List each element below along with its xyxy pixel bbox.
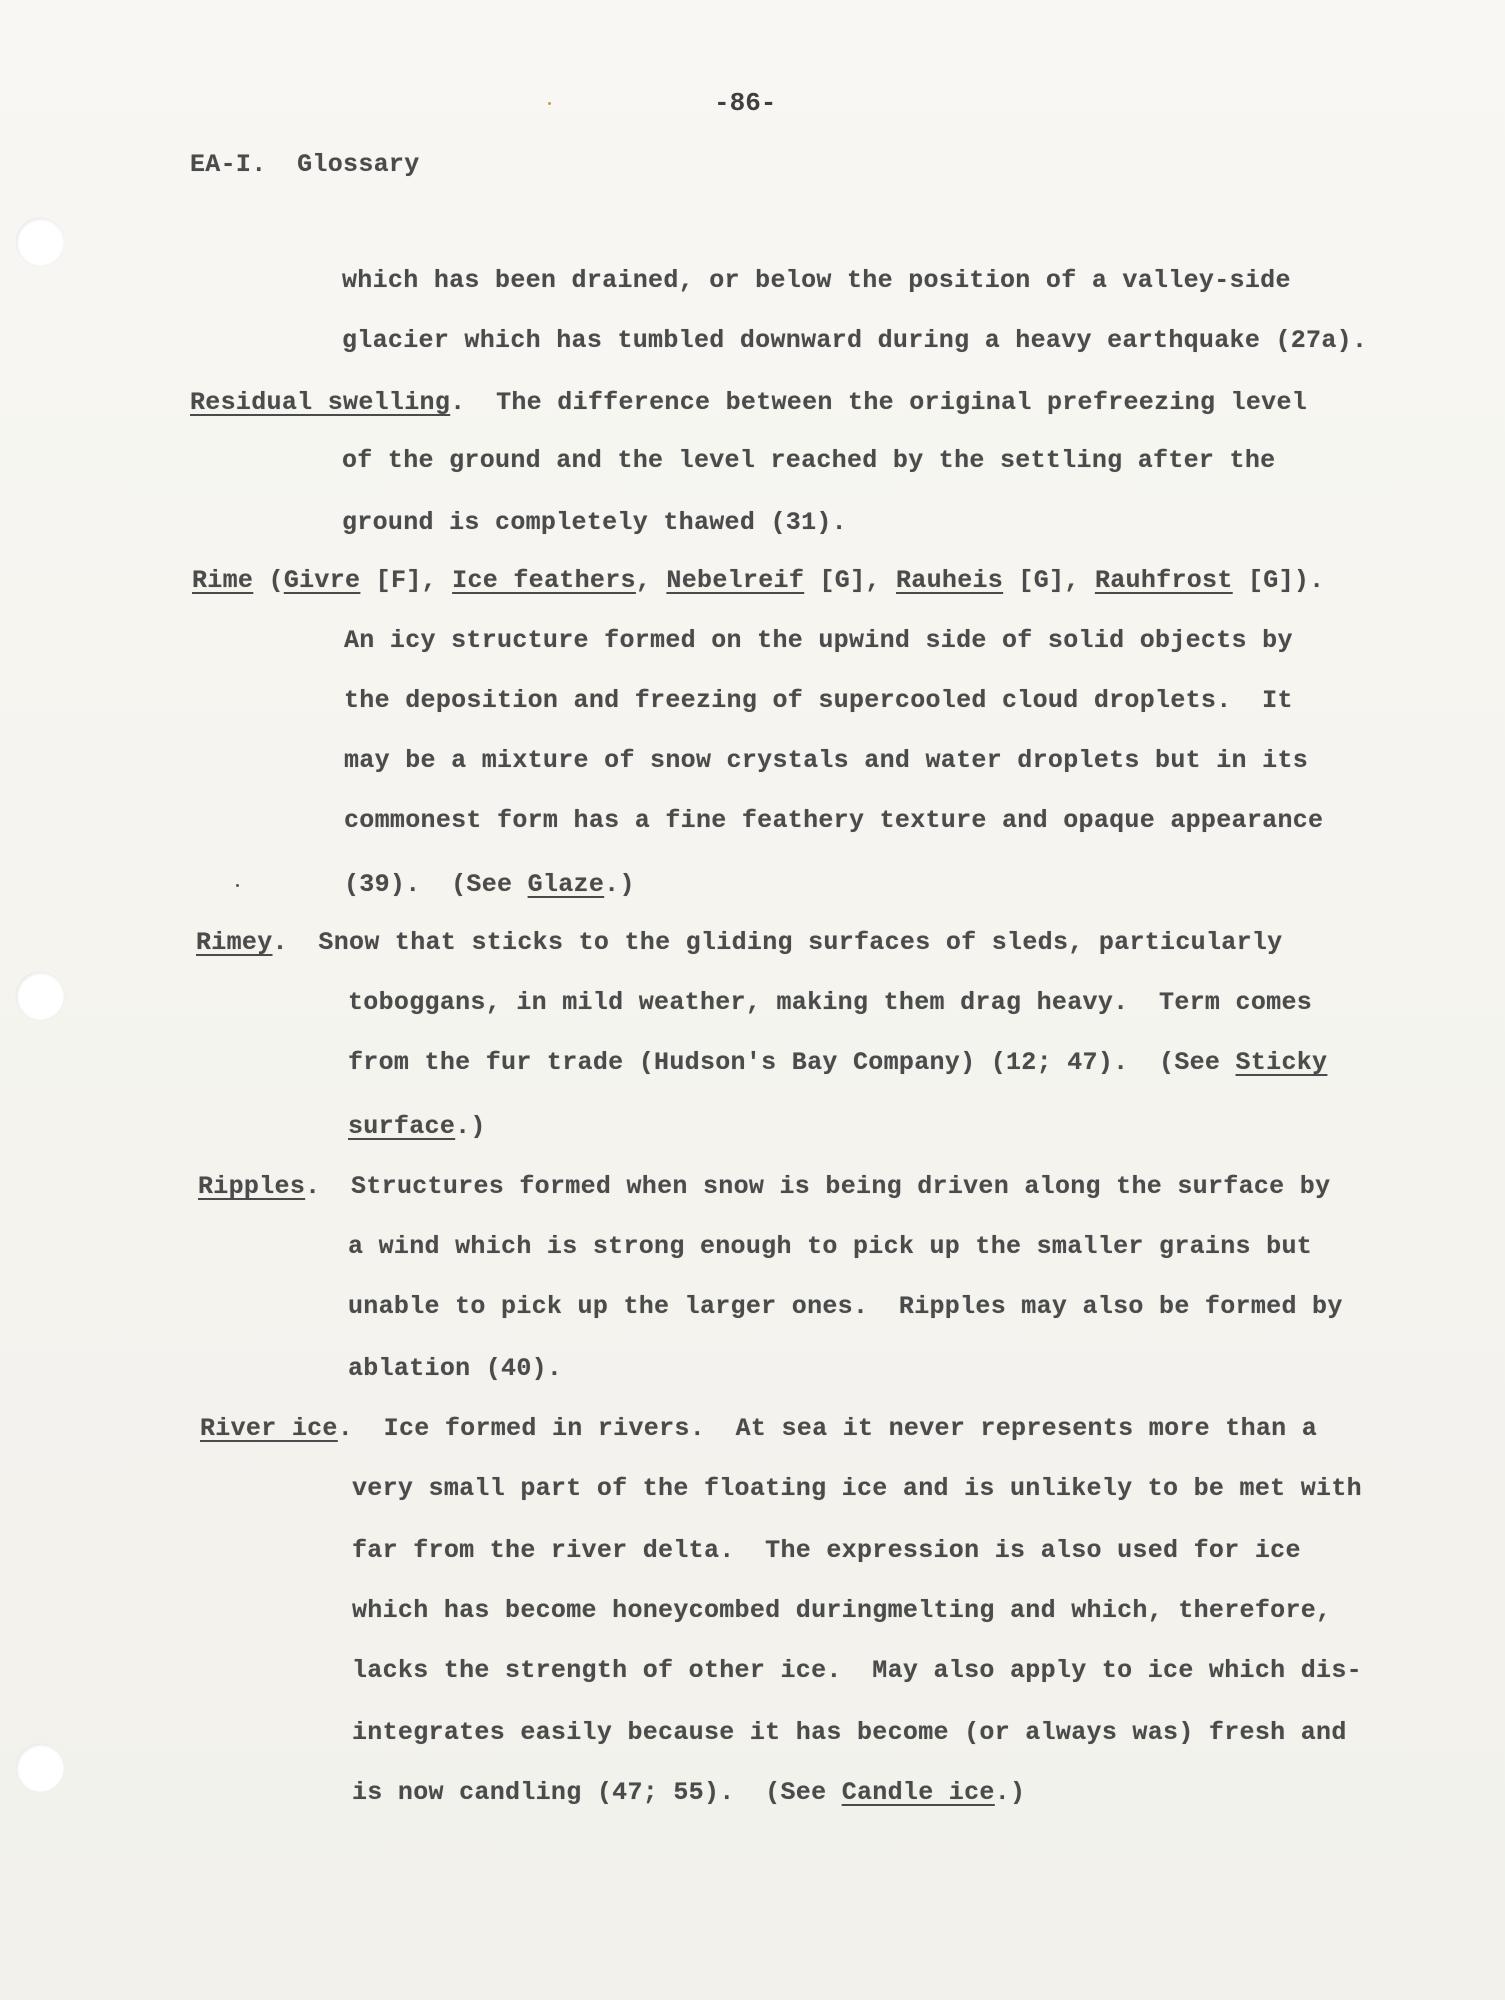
term-residual-swelling: Residual swelling: [190, 388, 451, 417]
synonym-rauhfrost: Rauhfrost: [1094, 566, 1233, 595]
entry-river-ice: [200, 1414, 1317, 1443]
cross-ref-surface: surface: [348, 1112, 456, 1141]
punch-hole-top: [16, 218, 64, 266]
entry-ripples: [198, 1172, 1330, 1201]
definition-text: .): [604, 870, 635, 899]
synonym-nebelreif: Nebelreif: [666, 566, 805, 595]
definition-line: ablation (40).: [348, 1354, 563, 1383]
term-ripples: Ripples: [198, 1172, 306, 1201]
definition-text: .): [994, 1778, 1026, 1807]
definition-line: [348, 1048, 1327, 1077]
language-tag: [G]).: [1232, 566, 1325, 595]
definition-line: unable to pick up the larger ones. Ripples may also be formed by: [348, 1292, 1343, 1321]
entry-rimey: [196, 928, 1282, 957]
cross-ref-glaze: Glaze: [527, 870, 605, 899]
ink-speck: [236, 884, 239, 887]
continuation-line: glacier which has tumbled downward during a heavy earthquake (27a).: [342, 326, 1368, 355]
definition-text: . Structures formed when snow is being driven along the surface by: [305, 1172, 1331, 1201]
definition-line: [348, 1112, 486, 1141]
definition-line: integrates easily because it has become (or always was) fresh and: [352, 1718, 1347, 1747]
language-tag: [G],: [804, 566, 896, 595]
cross-ref-sticky: Sticky: [1235, 1048, 1328, 1077]
entry-residual-swelling: [190, 388, 1307, 417]
definition-line: An icy structure formed on the upwind side of solid objects by: [344, 626, 1293, 655]
definition-text: . Ice formed in rivers. At sea it never represents more than a: [337, 1414, 1318, 1443]
definition-line: toboggans, in mild weather, making them drag heavy. Term comes: [348, 988, 1313, 1017]
definition-line: commonest form has a fine feathery texture and opaque appearance: [344, 806, 1324, 835]
language-tag: [F],: [360, 566, 453, 595]
definition-text: . Snow that sticks to the gliding surfaces of sleds, particularly: [272, 928, 1283, 957]
definition-line: the deposition and freezing of supercooled cloud droplets. It: [344, 686, 1293, 715]
page-number: -86-: [714, 88, 777, 118]
punch-hole-middle: [16, 972, 64, 1020]
definition-line: of the ground and the level reached by the settling after the: [342, 446, 1276, 475]
definition-text: . The difference between the original prefreezing level: [450, 388, 1308, 417]
definition-text: from the fur trade (Hudson's Bay Company) (12; 47). (See: [348, 1048, 1236, 1077]
language-tag: [G],: [1003, 566, 1095, 595]
definition-line: ground is completely thawed (31).: [342, 508, 847, 537]
term-rimey: Rimey: [196, 928, 273, 957]
definition-line: a wind which is strong enough to pick up the smaller grains but: [348, 1232, 1313, 1261]
section-heading: EA-I. Glossary: [190, 150, 420, 179]
definition-line: far from the river delta. The expression is also used for ice: [352, 1536, 1301, 1565]
synonym-punct: (: [253, 566, 284, 595]
definition-line: [344, 870, 635, 899]
definition-text: .): [455, 1112, 486, 1141]
punch-hole-bottom: [16, 1744, 64, 1792]
definition-line: [352, 1778, 1025, 1807]
definition-line: which has become honeycombed duringmelting and which, therefore,: [352, 1596, 1332, 1625]
synonym-rauheis: Rauheis: [895, 566, 1004, 595]
definition-text: (39). (See: [344, 870, 528, 899]
synonym-punct: ,: [635, 566, 667, 595]
definition-line: lacks the strength of other ice. May also apply to ice which dis-: [352, 1656, 1362, 1685]
entry-rime: [192, 566, 1325, 595]
synonym-givre: Givre: [283, 566, 361, 595]
definition-line: very small part of the floating ice and is unlikely to be met with: [352, 1474, 1362, 1503]
definition-text: is now candling (47; 55). (See: [352, 1778, 842, 1807]
definition-line: may be a mixture of snow crystals and water droplets but in its: [344, 746, 1309, 775]
cross-ref-candle-ice: Candle ice: [841, 1778, 995, 1807]
continuation-line: which has been drained, or below the position of a valley-side: [342, 266, 1291, 295]
term-rime: Rime: [192, 566, 254, 595]
ink-speck: [548, 102, 551, 105]
term-river-ice: River ice: [200, 1414, 338, 1443]
synonym-ice-feathers: Ice feathers: [452, 566, 636, 595]
